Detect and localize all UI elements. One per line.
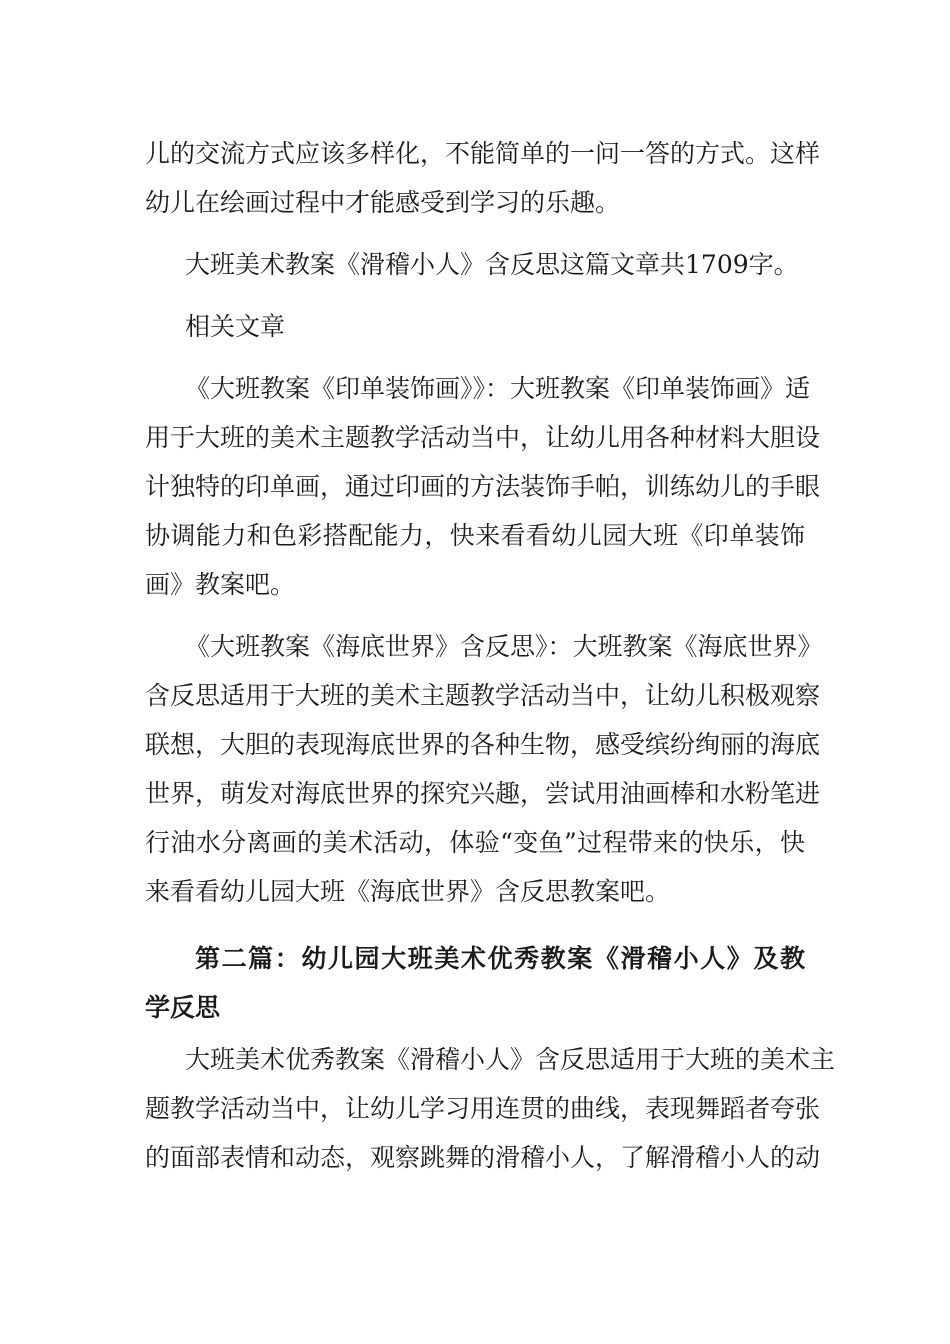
intro-line-1: 儿的交流方式应该多样化，不能简单的一问一答的方式。这样 <box>145 139 821 168</box>
related-article-1-line-1: 《大班教案《印单装饰画》》：大班教案《印单装饰画》适 <box>185 374 811 403</box>
section-body-line-3: 的面部表情和动态，观察跳舞的滑稽小人，了解滑稽小人的动 <box>145 1143 821 1172</box>
section-body-line-2: 题教学活动当中，让幼儿学习用连贯的曲线，表现舞蹈者夸张 <box>145 1094 821 1123</box>
related-article-2-line-6: 来看看幼儿园大班《海底世界》含反思教案吧。 <box>145 877 671 906</box>
related-article-2-line-2: 含反思适用于大班的美术主题教学活动当中，让幼儿积极观察 <box>145 681 821 710</box>
related-article-1-line-3: 计独特的印单画，通过印画的方法装饰手帕，训练幼儿的手眼 <box>145 472 821 501</box>
intro-line-2: 幼儿在绘画过程中才能感受到学习的乐趣。 <box>145 188 621 217</box>
section-body-line-1: 大班美术优秀教案《滑稽小人》含反思适用于大班的美术主 <box>185 1045 836 1074</box>
section-title-line-1: 第二篇：幼儿园大班美术优秀教案《滑稽小人》及教 <box>195 944 805 973</box>
related-article-2-line-1: 《大班教案《海底世界》含反思》：大班教案《海底世界》 <box>185 632 823 661</box>
related-article-2-line-5: 行油水分离画的美术活动，体验“变鱼”过程带来的快乐，快 <box>145 828 805 857</box>
related-article-1-line-2: 用于大班的美术主题教学活动当中，让幼儿用各种材料大胆设 <box>145 423 821 452</box>
related-article-2-line-3: 联想，大胆的表现海底世界的各种生物，感受缤纷绚丽的海底 <box>145 730 821 759</box>
related-article-1-line-5: 画》教案吧。 <box>145 570 296 599</box>
related-article-2-line-4: 世界，萌发对海底世界的探究兴趣，尝试用油画棒和水粉笔进 <box>145 779 821 808</box>
related-article-1-line-4: 协调能力和色彩搭配能力，快来看看幼儿园大班《印单装饰 <box>145 521 805 550</box>
section-title-line-2: 学反思 <box>145 993 221 1022</box>
word-count-note: 大班美术教案《滑稽小人》含反思这篇文章共1709字。 <box>185 250 799 279</box>
related-articles-heading: 相关文章 <box>185 312 286 341</box>
